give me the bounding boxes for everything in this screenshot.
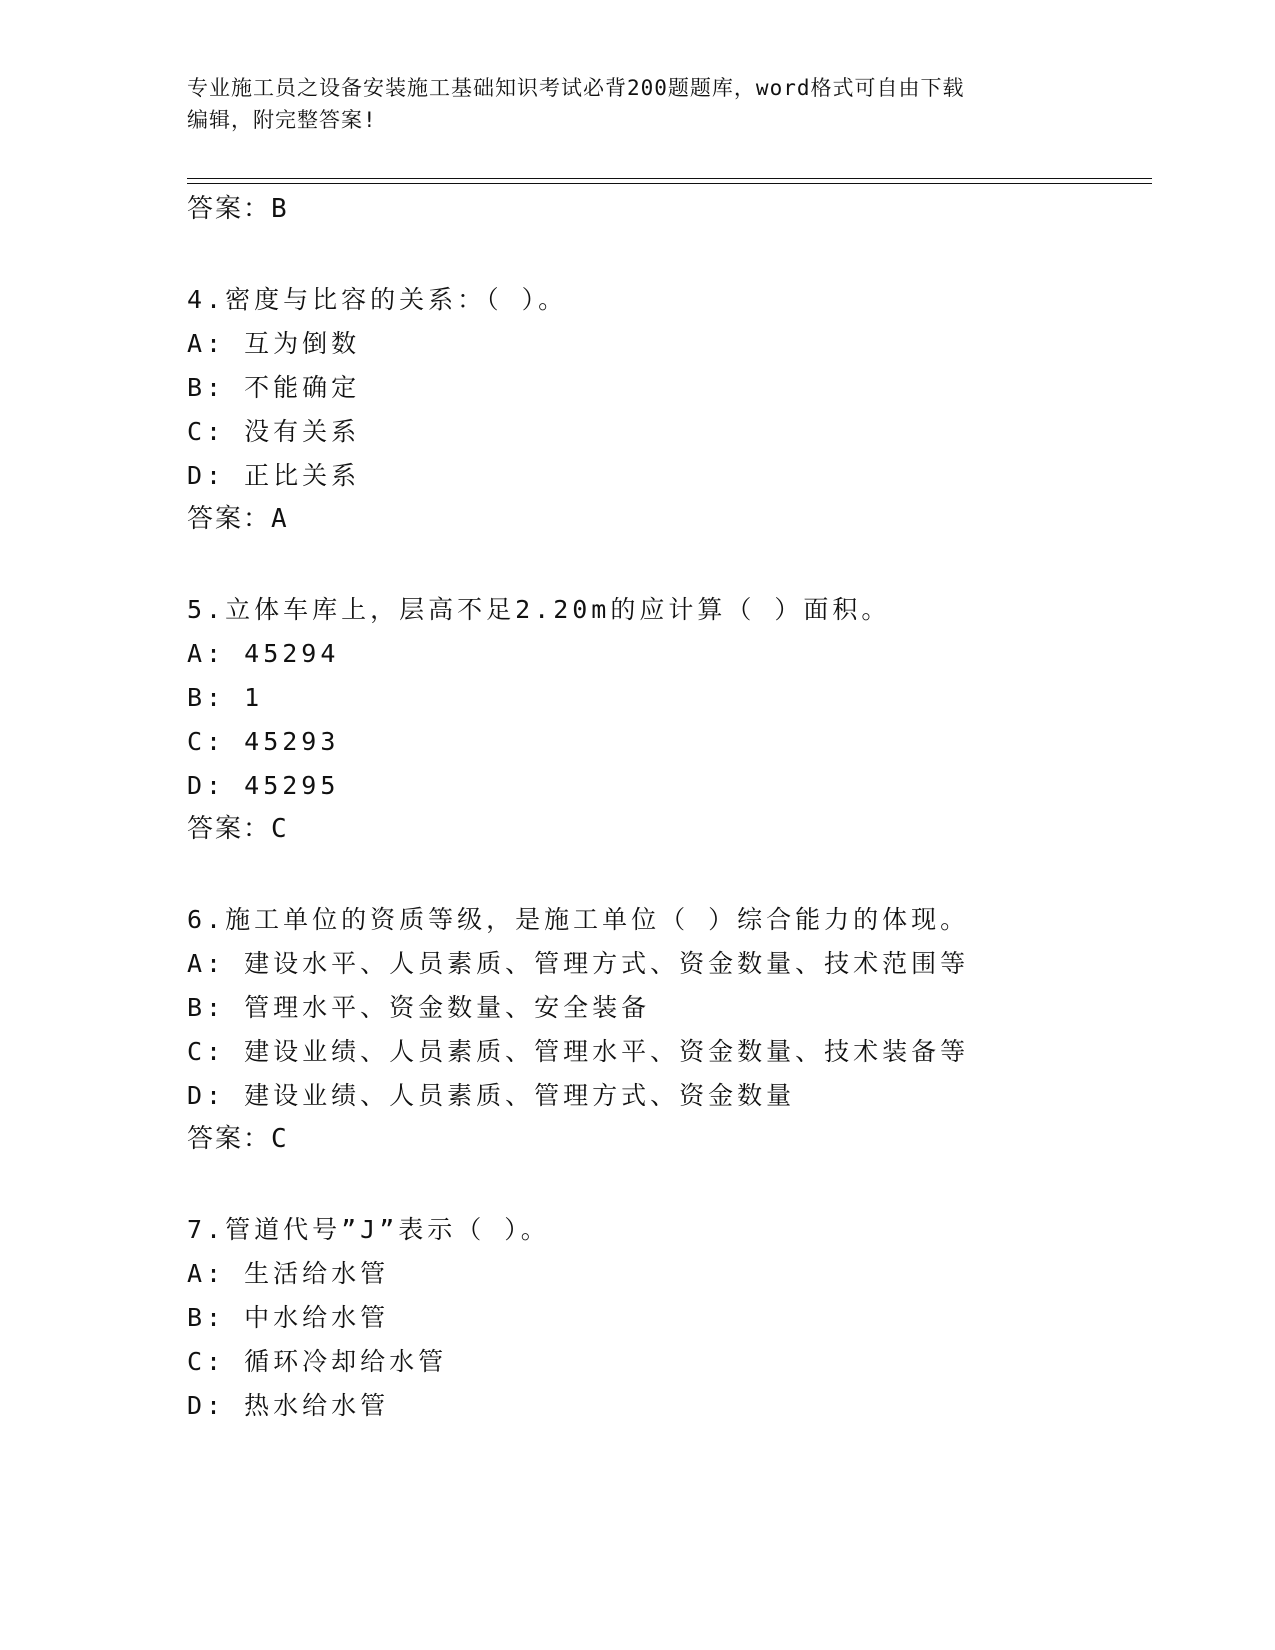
question-4-option-d: D: 正比关系	[187, 461, 361, 490]
question-7-option-b: B: 中水给水管	[187, 1303, 390, 1332]
header-line-1: 专业施工员之设备安装施工基础知识考试必背200题题库，word格式可自由下载	[187, 76, 965, 100]
answer-value: A	[271, 504, 288, 534]
answer-value: C	[271, 1124, 288, 1154]
header-line-2: 编辑，附完整答案!	[187, 108, 377, 132]
document-header	[187, 72, 1087, 136]
question-7-option-d: D: 热水给水管	[187, 1391, 390, 1420]
question-4-option-c: C: 没有关系	[187, 417, 361, 446]
question-4-option-a: A: 互为倒数	[187, 329, 361, 358]
answer-label: 答案：	[187, 194, 272, 224]
answer-label: 答案：	[187, 504, 272, 534]
answer-q6	[187, 1122, 288, 1156]
question-6-option-a: A: 建设水平、人员素质、管理方式、资金数量、技术范围等	[187, 949, 970, 978]
question-7-option-a: A: 生活给水管	[187, 1259, 390, 1288]
question-7-option-c: C: 循环冷却给水管	[187, 1347, 448, 1376]
question-5-option-d: D: 45295	[187, 771, 340, 800]
question-5-option-b: B: 1	[187, 683, 264, 712]
answer-label: 答案：	[187, 1124, 272, 1154]
question-5-stem: 5.立体车库上，层高不足2.20m的应计算（ ）面积。	[187, 595, 891, 624]
question-6-stem: 6.施工单位的资质等级，是施工单位（ ）综合能力的体现。	[187, 905, 970, 934]
header-divider-bottom	[187, 183, 1152, 184]
answer-q3	[187, 192, 288, 226]
question-4-stem: 4.密度与比容的关系：（ ）。	[187, 285, 568, 314]
question-6-option-d: D: 建设业绩、人员素质、管理方式、资金数量	[187, 1081, 796, 1110]
header-divider-top	[187, 178, 1152, 179]
answer-label: 答案：	[187, 814, 272, 844]
question-6-option-c: C: 建设业绩、人员素质、管理水平、资金数量、技术装备等	[187, 1037, 970, 1066]
answer-q5	[187, 812, 288, 846]
question-7-stem: 7.管道代号”J”表示（ ）。	[187, 1215, 550, 1244]
answer-value: B	[271, 194, 288, 224]
answer-value: C	[271, 814, 288, 844]
answer-q4	[187, 502, 288, 536]
question-5-option-c: C: 45293	[187, 727, 340, 756]
question-4-option-b: B: 不能确定	[187, 373, 361, 402]
question-5-option-a: A: 45294	[187, 639, 340, 668]
question-6-option-b: B: 管理水平、资金数量、安全装备	[187, 993, 651, 1022]
